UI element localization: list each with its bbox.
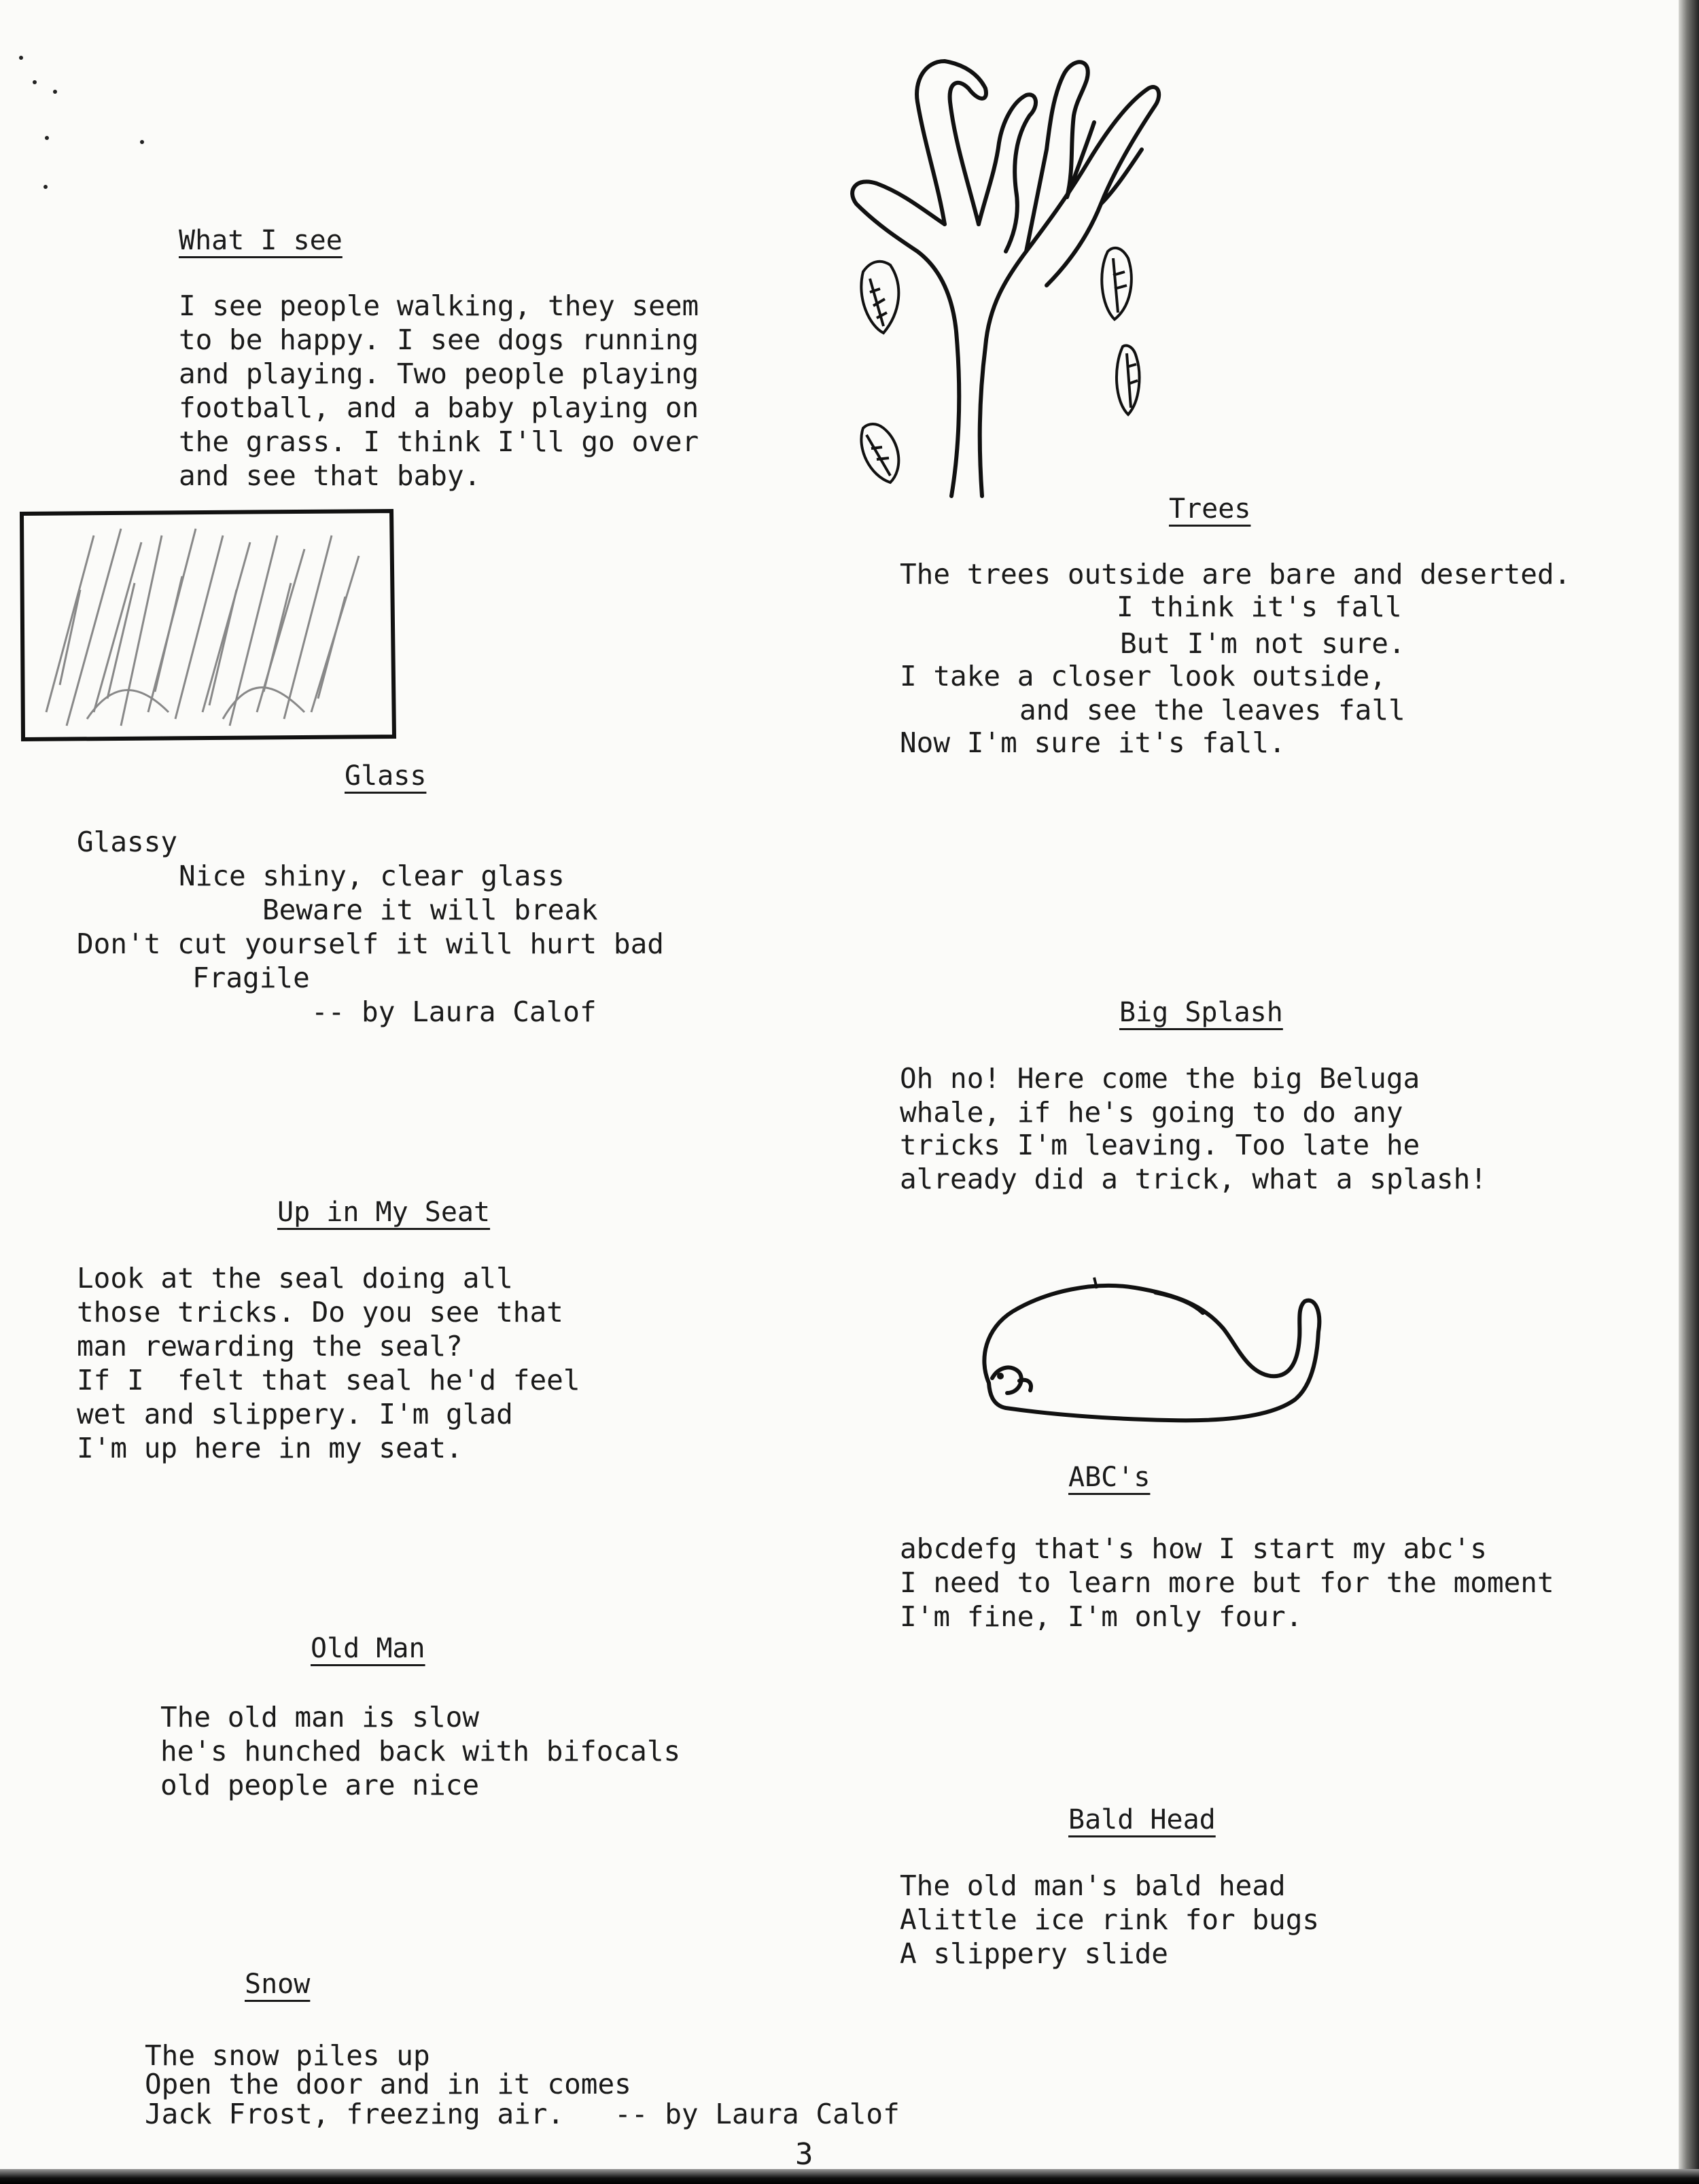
- glass-drawing: [19, 508, 400, 743]
- speck: [43, 185, 48, 189]
- tree-drawing: [843, 48, 1196, 503]
- poem-line: Glassy: [77, 826, 178, 858]
- poem-line: I think it's fall: [1117, 591, 1402, 623]
- speck: [140, 140, 144, 144]
- poem-line: Beware it will break: [262, 894, 598, 926]
- poem-line: tricks I'm leaving. Too late he: [900, 1129, 1420, 1161]
- poem-line: wet and slippery. I'm glad: [77, 1398, 513, 1430]
- poem-title-what-i-see: What I see: [179, 225, 343, 256]
- poem-line: I'm fine, I'm only four.: [900, 1600, 1303, 1633]
- poem-line: Now I'm sure it's fall.: [900, 726, 1286, 759]
- poem-line: Oh no! Here come the big Beluga: [900, 1062, 1420, 1095]
- poem-title-up-in-my-seat: Up in My Seat: [277, 1197, 491, 1228]
- poem-line: Fragile: [192, 962, 310, 994]
- poem-line: The old man is slow: [160, 1701, 479, 1733]
- poem-line: A slippery slide: [900, 1937, 1168, 1970]
- poem-line: he's hunched back with bifocals: [160, 1735, 681, 1767]
- speck: [33, 80, 37, 84]
- poem-line: I take a closer look outside,: [900, 660, 1386, 692]
- poem-line: football, and a baby playing on: [179, 391, 699, 424]
- poem-line: the grass. I think I'll go over: [179, 425, 699, 458]
- poem-title-big-splash: Big Splash: [1119, 997, 1283, 1028]
- poem-line: Look at the seal doing all: [77, 1262, 513, 1294]
- poem-title-abcs: ABC's: [1068, 1462, 1151, 1493]
- speck: [45, 136, 49, 140]
- poem-title-snow: Snow: [245, 1969, 311, 2000]
- seal-drawing: [951, 1264, 1359, 1427]
- poem-line: I'm up here in my seat.: [77, 1432, 463, 1464]
- poem-line: Open the door and in it comes: [145, 2068, 631, 2100]
- page-edge-bottom: [0, 2169, 1699, 2184]
- poem-line: whale, if he's going to do any: [900, 1096, 1403, 1129]
- poem-line: abcdefg that's how I start my abc's: [900, 1532, 1487, 1565]
- poem-line: and see the leaves fall: [1019, 694, 1405, 726]
- poem-line: and playing. Two people playing: [179, 357, 699, 390]
- poem-title-glass: Glass: [345, 760, 427, 792]
- poem-title-old-man: Old Man: [311, 1633, 425, 1664]
- poem-line: The old man's bald head: [900, 1869, 1286, 1902]
- poem-line: Nice shiny, clear glass: [179, 860, 565, 892]
- poem-line: already did a trick, what a splash!: [900, 1163, 1487, 1195]
- poem-signature: -- by Laura Calof: [311, 996, 597, 1028]
- poem-line: Alittle ice rink for bugs: [900, 1903, 1320, 1936]
- poem-line: But I'm not sure.: [1120, 627, 1405, 660]
- page-number: 3: [795, 2137, 813, 2172]
- poem-line: Don't cut yourself it will hurt bad: [77, 928, 664, 960]
- poem-line: The snow piles up: [145, 2039, 430, 2072]
- poem-line: The trees outside are bare and deserted.: [900, 558, 1571, 591]
- speck: [53, 90, 57, 94]
- poem-line: man rewarding the seal?: [77, 1330, 463, 1362]
- speck: [19, 56, 23, 60]
- poem-line: to be happy. I see dogs running: [179, 323, 699, 356]
- poem-line: I need to learn more but for the moment: [900, 1566, 1554, 1599]
- poem-line: Jack Frost, freezing air. -- by Laura Calof: [145, 2098, 900, 2130]
- poem-line: and see that baby.: [179, 459, 481, 492]
- poem-line: those tricks. Do you see that: [77, 1296, 563, 1328]
- poem-line: old people are nice: [160, 1769, 479, 1801]
- poem-title-bald-head: Bald Head: [1068, 1804, 1216, 1835]
- poem-line: I see people walking, they seem: [179, 289, 699, 322]
- page-edge-right: [1679, 0, 1699, 2184]
- poem-line: If I felt that seal he'd feel: [77, 1364, 580, 1396]
- poem-title-trees: Trees: [1169, 493, 1251, 525]
